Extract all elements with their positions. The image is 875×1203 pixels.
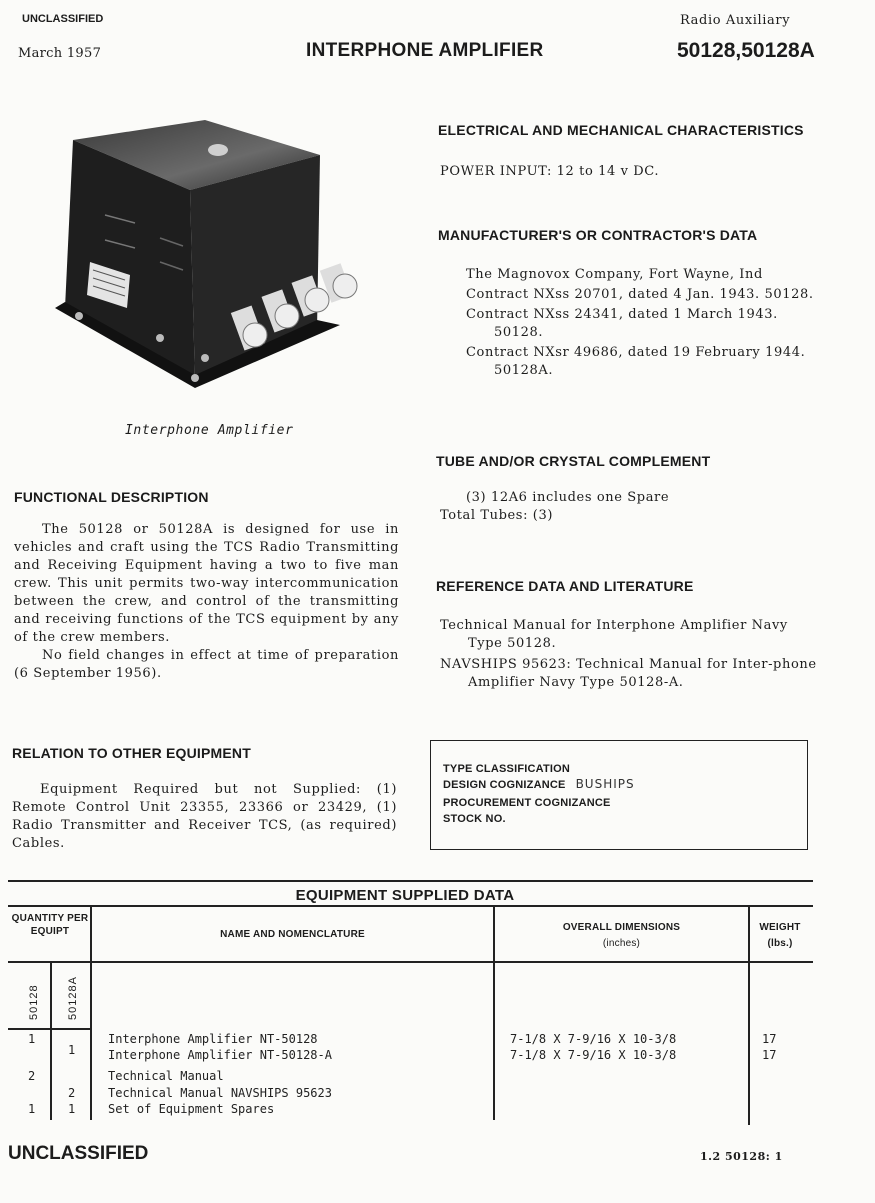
item-dimensions: 7-1/8 X 7-9/16 X 10-3/8 (510, 1032, 677, 1046)
functional-heading: FUNCTIONAL DESCRIPTION (14, 489, 209, 505)
reference-item: NAVSHIPS 95623: Technical Manual for Inter-phone Amplifier Navy Type 50128-A. (440, 657, 817, 690)
weight-header-label: WEIGHT (759, 922, 801, 933)
page-title: INTERPHONE AMPLIFIER (306, 40, 544, 61)
item-name: Technical Manual NAVSHIPS 95623 (108, 1086, 332, 1100)
contract-line: Contract NXss 20701, dated 4 Jan. 1943. 50128. (466, 287, 814, 302)
reference-item: Technical Manual for Interphone Amplifier Navy Type 50128. (440, 618, 788, 651)
quantity-50128: 1 (28, 1032, 36, 1046)
document-date: March 1957 (18, 46, 102, 61)
design-cognizance-label: DESIGN COGNIZANCE (443, 779, 566, 791)
relation-description (12, 781, 397, 853)
weight-unit: (lbs.) (767, 938, 793, 949)
quantity-50128: 1 (28, 1102, 36, 1116)
stock-number-label: STOCK NO. (443, 813, 506, 825)
item-name: Set of Equipment Spares (108, 1102, 275, 1116)
model-number: 50128,50128A (677, 39, 815, 62)
photo-caption: Interphone Amplifier (125, 423, 294, 438)
tube-heading: TUBE AND/OR CRYSTAL COMPLEMENT (436, 453, 711, 469)
contract-line: Contract NXss 24341, dated 1 March 1943. 50128. (466, 307, 778, 340)
classification-box (430, 740, 808, 850)
quantity-50128: 2 (28, 1069, 36, 1083)
total-tubes: Total Tubes: (3) (440, 508, 554, 523)
side-face (190, 155, 320, 382)
sub-header-50128: 50128 (28, 984, 40, 1020)
classification-header: UNCLASSIFIED (22, 13, 104, 25)
dimensions-header (495, 921, 748, 950)
stock-number-row (443, 811, 516, 825)
table-top-rule (8, 880, 813, 882)
item-weight: 17 (762, 1048, 777, 1062)
quantity-50128A: 1 (68, 1043, 76, 1057)
quantity-header: QUANTITY PER EQUIPT (11, 913, 89, 937)
interphone-amplifier-illustration (55, 120, 385, 420)
type-classification-label: TYPE CLASSIFICATION (443, 763, 571, 775)
power-input: POWER INPUT: 12 to 14 v DC. (440, 164, 660, 179)
item-name: Technical Manual (108, 1069, 224, 1083)
manufacturer-heading: MANUFACTURER'S OR CONTRACTOR'S DATA (438, 227, 758, 243)
functional-description (14, 521, 399, 683)
procurement-cognizance-label: PROCUREMENT COGNIZANCE (443, 797, 611, 809)
category-label: Radio Auxiliary (680, 13, 791, 28)
reference-heading: REFERENCE DATA AND LITERATURE (436, 578, 694, 594)
table-title: EQUIPMENT SUPPLIED DATA (295, 887, 515, 904)
item-name: Interphone Amplifier NT-50128-A (108, 1048, 332, 1062)
reference-list (440, 617, 825, 692)
manufacturer-name: The Magnovox Company, Fort Wayne, Ind (466, 267, 763, 282)
tube-complement: (3) 12A6 includes one Spare (466, 490, 670, 505)
classification-footer: UNCLASSIFIED (8, 1143, 149, 1164)
functional-para: The 50128 or 50128A is designed for use in vehicles and craft using the TCS Radio Transmitting and Receiving Equipment having a two to five man crew. This unit permits two-way intercommunication between the crew, and control of the transmitting and receiving functions of the TCS equipment by any of the crew members. (14, 522, 399, 645)
name-header: NAME AND NOMENCLATURE (220, 929, 365, 940)
dimensions-unit: (inches) (602, 938, 641, 949)
manufacturer-data (466, 266, 821, 380)
relation-para: Equipment Required but not Supplied: (1) Remote Control Unit 23355, 23366 or 23429, (1) Radio Transmitter and Receiver TCS, (as required) Cables. (12, 782, 397, 851)
quantity-50128A: 1 (68, 1102, 76, 1116)
weight-header (750, 921, 810, 950)
dimensions-header-label: OVERALL DIMENSIONS (562, 922, 681, 933)
item-dimensions: 7-1/8 X 7-9/16 X 10-3/8 (510, 1048, 677, 1062)
quantity-50128A: 2 (68, 1086, 76, 1100)
relation-heading: RELATION TO OTHER EQUIPMENT (12, 745, 251, 761)
top-knob (208, 144, 228, 156)
page-reference: 1.2 50128: 1 (700, 1150, 783, 1163)
electrical-heading: ELECTRICAL AND MECHANICAL CHARACTERISTICS (438, 122, 804, 138)
contract-line: Contract NXsr 49686, dated 19 February 1944. 50128A. (466, 345, 806, 378)
type-classification-row (443, 761, 580, 775)
item-weight: 17 (762, 1032, 777, 1046)
field-changes-para: No field changes in effect at time of preparation (6 September 1956). (14, 648, 399, 681)
item-name: Interphone Amplifier NT-50128 (108, 1032, 318, 1046)
sub-header-50128A: 50128A (67, 976, 79, 1020)
design-cognizance-value: BUSHIPS (575, 777, 635, 791)
procurement-cognizance-row (443, 795, 621, 809)
design-cognizance-row (443, 777, 635, 791)
equipment-photo (55, 120, 385, 420)
